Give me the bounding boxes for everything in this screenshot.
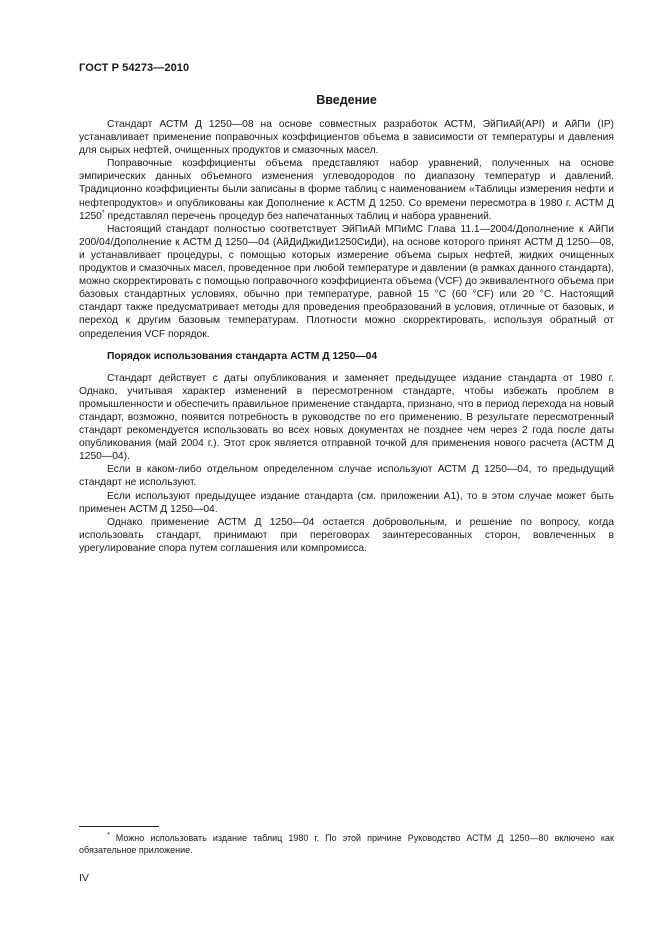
paragraph: Стандарт АСТМ Д 1250—08 на основе совместных разработок АСТМ, ЭйПиАй(API) и АйПи (IP) устанавливает применение поправочных коэффициентов объема в зависимости от температуры и давления для сырых нефтей, очищенных продуктов и смазочных масел. — [79, 119, 614, 157]
footnote-body — [79, 832, 614, 856]
footnote-marker: * — [101, 209, 105, 217]
paragraph: Если в каком-либо отдельном определенном случае используют АСТМ Д 1250—04, то предыдущий стандарт не используют. — [79, 464, 614, 489]
page-number: IV — [79, 872, 89, 884]
paragraph: Стандарт действует с даты опубликования и заменяет предыдущее издание стандарта от 1980 г. Однако, учитывая характер изменений в пересмотренном стандарте, чтобы избежать проблем в промышленности и обеспечить правильное применение стандарта, признано, что в период перехода на новый стандарт, возможно, появится потребность в руководстве по его применению. В результате пересмотренный стандарт рекомендуется использовать во всех новых документах не позднее чем через 2 года после даты опубликования (май 2004 г.). Этот срок является отправной точкой для применения нового расчета (АСТМ Д 1250—04). — [79, 372, 614, 463]
footnote-divider — [79, 826, 159, 827]
footnote — [79, 832, 614, 856]
subsection-heading: Порядок использования стандарта АСТМ Д 1250—04 — [107, 350, 378, 362]
footnote-marker: * — [107, 832, 110, 839]
paragraph: Однако применение АСТМ Д 1250—04 остается добровольным, и решение по вопросу, когда использовать стандарт, принимают при переговорах заинтересованных сторон, вовлеченных в урегулирование спора путем соглашения или компромисса. — [79, 516, 614, 554]
paragraph: Настоящий стандарт полностью соответствует ЭйПиАй МПиМС Глава 11.1—2004/Дополнение к АйПи 200/04/Дополнение к АСТМ Д 1250—04 (АйДиДжиДи1250СиДи), на основе которого принят АСТМ Д 1250—08, и устанавливает процедуры, с помощью которых измерение объема сырых нефтей, жидких очищенных продуктов и смазочных масел, проведенное при любой температуре и давлении (в рамках данного стандарта), можно скорректировать с помощью поправочного коэффициента объема (VCF) до эквивалентного объема при базовых стандартных условиях, обычно при температуре, равной 15 °С (60 °CF) или 20 °С. Настоящий стандарт также предусматривает методы для проведения преобразований в условия, отличные от базовых, и переход к другим базовым температурам. Плотности можно скорректировать, используя обратный от определения VCF порядок. — [79, 223, 614, 340]
paragraph — [79, 157, 614, 222]
document-body — [79, 118, 614, 555]
footnote-text: Можно использовать издание таблиц 1980 г. По этой причине Руководство АСТМ Д 1250—80 включено как обязательное приложение. — [79, 833, 614, 855]
paragraph-text-continued: представлял перечень процедур без напечатанных таблиц и набора уравнений. — [104, 210, 492, 222]
standard-header: ГОСТ Р 54273—2010 — [79, 62, 190, 74]
paragraph: Если используют предыдущее издание стандарта (см. приложении А1), то в этом случае может быть применен АСТМ Д 1250—04. — [79, 490, 614, 515]
paragraph-text: Поправочные коэффициенты объема представляют набор уравнений, полученных на основе эмпирических данных объемного изменения углеводородов по диапазону температур и давлений. Традиционно коэффициенты были записаны в форме таблиц с наименованием «Таблицы измерения нефти и нефтепродуктов» и опубликованы как Дополнение к АСТМ Д 1250. Со времени пересмотра в 1980 г. АСТМ Д 1250 — [79, 158, 614, 222]
section-title: Введение — [316, 93, 377, 107]
